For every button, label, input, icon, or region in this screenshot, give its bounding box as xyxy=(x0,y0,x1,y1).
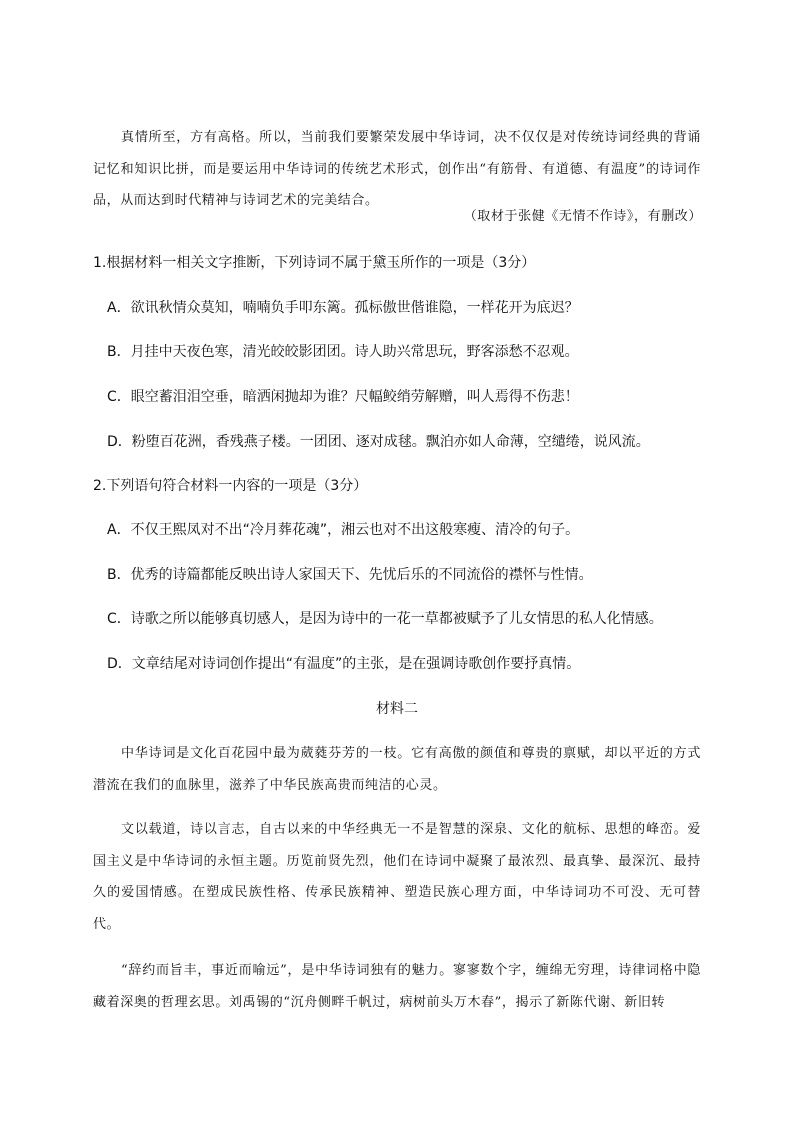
material2-paragraph-3: “辞约而旨丰，事近而喻远”，是中华诗词独有的魅力。寥寥数个字，缠绵无穷理，诗律词格中隐藏着深奥的哲理玄思。刘禹锡的“沉舟侧畔千帆过，病树前头万木春”，揭示了新陈代谢、新旧转 xyxy=(93,963,701,1010)
material2-paragraph-2: 文以载道，诗以言志，自古以来的中华经典无一不是智慧的深泉、文化的航标、思想的峰峦。爱国主义是中华诗词的永恒主题。历览前贤先烈，他们在诗词中凝聚了最浓烈、最真挚、最深沉、最持久的爱国情感。在塑成民族性格、传承民族精神、塑造民族心理方面，中华诗词功不可没、无可替代。 xyxy=(93,822,701,932)
material2-heading: 材料二 xyxy=(376,701,418,717)
question-2-stem: 2.下列语句符合材料一内容的一项是（3分） xyxy=(93,478,368,494)
question-1-option-d: D．粉堕百花洲，香残燕子楼。一团团、逐对成毬。飘泊亦如人命薄，空缱绻，说风流。 xyxy=(107,434,650,450)
question-2-option-b: B．优秀的诗篇都能反映出诗人家国天下、先忧后乐的不同流俗的襟怀与性情。 xyxy=(107,567,593,583)
material1-source: （取材于张健《无情不作诗》，有删改） xyxy=(463,209,702,224)
question-2-option-d: D．文章结尾对诗词创作提出“有温度”的主张，是在强调诗歌创作要抒真情。 xyxy=(107,656,581,672)
question-2-option-a: A．不仅王熙凤对不出“冷月葬花魂”，湘云也对不出这般寒瘦、清冷的句子。 xyxy=(107,522,580,538)
question-1-option-a: A．欲讯秋情众莫知，喃喃负手叩东篱。孤标傲世偕谁隐，一样花开为底迟？ xyxy=(107,300,579,316)
material2-paragraph-1: 中华诗词是文化百花园中最为葳蕤芬芳的一枝。它有高傲的颜值和尊贵的禀赋，却以平近的方式潜流在我们的血脉里，滋养了中华民族高贵而纯洁的心灵。 xyxy=(93,746,701,793)
question-1-option-c: C．眼空蓄泪泪空垂，暗洒闲抛却为谁？尺幅鲛绡劳解赠，叫人焉得不伤悲！ xyxy=(107,389,579,405)
question-1-stem: 1.根据材料一相关文字推断，下列诗词不属于黛玉所作的一项是（3分） xyxy=(93,255,536,271)
question-2-option-c: C．诗歌之所以能够真切感人，是因为诗中的一花一草都被赋予了儿女情思的私人化情感。 xyxy=(107,611,663,627)
material1-closing-paragraph: 真情所至，方有高格。所以，当前我们要繁荣发展中华诗词，决不仅仅是对传统诗词经典的背诵记忆和知识比拼，而是要运用中华诗词的传统艺术形式，创作出“有筋骨、有道德、有温度”的诗词作品，从而达到时代精神与诗词艺术的完美结合。 xyxy=(93,130,701,208)
question-1-option-b: B．月挂中天夜色寒，清光皎皎影团团。诗人助兴常思玩，野客添愁不忍观。 xyxy=(107,344,579,360)
